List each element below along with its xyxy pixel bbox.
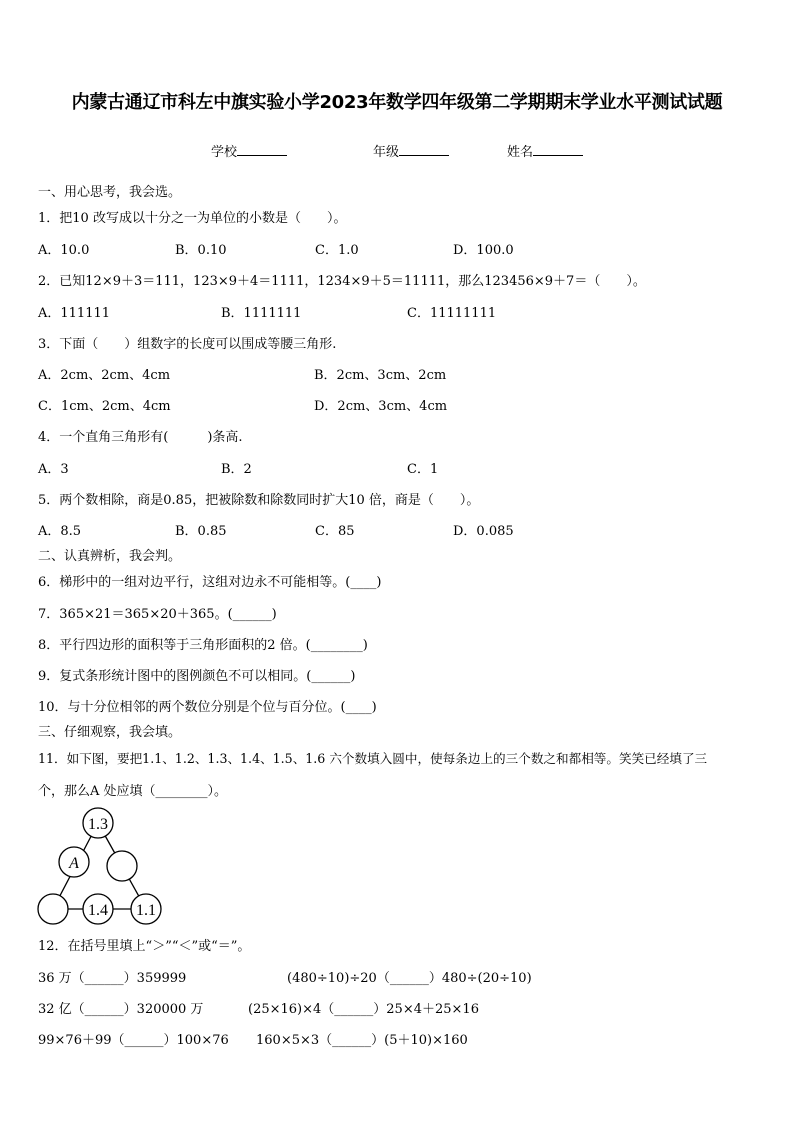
q5-option-d[interactable]: D．0.085 bbox=[453, 524, 514, 539]
question-3: 3．下面（ ）组数字的长度可以围成等腰三角形. bbox=[38, 337, 337, 352]
q2-option-b[interactable]: B．1111111 bbox=[221, 306, 302, 321]
circle-a-label: A bbox=[69, 855, 79, 872]
name-blank[interactable] bbox=[533, 143, 583, 156]
school-field bbox=[211, 141, 287, 160]
q3-option-d[interactable]: D．2cm、3cm、4cm bbox=[314, 399, 448, 414]
question-1: 1．把10 改写成以十分之一为单位的小数是（ ）。 bbox=[38, 211, 347, 226]
section-heading-1: 一、用心思考，我会选。 bbox=[38, 185, 182, 200]
q12-item-1: 36 万（______）359999 bbox=[38, 971, 187, 986]
question-5: 5．两个数相除，商是0.85，把被除数和除数同时扩大10 倍，商是（ ）。 bbox=[38, 493, 480, 508]
question-11-line2: 个，那么A 处应填（________）。 bbox=[38, 784, 228, 799]
question-4: 4．一个直角三角形有( )条高. bbox=[38, 430, 243, 445]
q12-item-4: (25×16)×4（______）25×4＋25×16 bbox=[248, 1002, 479, 1017]
name-label: 姓名 bbox=[507, 145, 534, 160]
triangle-circle-figure bbox=[36, 807, 166, 927]
q12-item-2: (480÷10)÷20（______）480÷(20÷10) bbox=[287, 971, 532, 986]
name-field bbox=[507, 141, 583, 160]
question-8: 8．平行四边形的面积等于三角形面积的2 倍。(________) bbox=[38, 638, 368, 653]
q12-item-6: 160×5×3（______）(5＋10)×160 bbox=[256, 1033, 468, 1048]
question-10: 10．与十分位相邻的两个数位分别是个位与百分位。(____) bbox=[38, 700, 377, 715]
circle-bottom-right-label: 1.1 bbox=[136, 902, 156, 919]
q5-option-b[interactable]: B．0.85 bbox=[175, 524, 227, 539]
q4-option-a[interactable]: A．3 bbox=[38, 462, 69, 477]
q5-option-c[interactable]: C．85 bbox=[315, 524, 355, 539]
q1-option-b[interactable]: B．0.10 bbox=[175, 243, 227, 258]
question-11-line1: 11．如下图，要把1.1、1.2、1.3、1.4、1.5、1.6 六个数填入圆中，使每条边上的三个数之和都相等。笑笑已经填了三 bbox=[38, 751, 708, 766]
q1-option-c[interactable]: C．1.0 bbox=[315, 243, 359, 258]
q3-option-c[interactable]: C．1cm、2cm、4cm bbox=[38, 399, 171, 414]
grade-field bbox=[373, 141, 449, 160]
section-heading-2: 二、认真辨析，我会判。 bbox=[38, 549, 182, 564]
q1-option-a[interactable]: A．10.0 bbox=[38, 243, 90, 258]
question-12: 12．在括号里填上“＞”“＜”或“＝”。 bbox=[38, 939, 251, 954]
page-title: 内蒙古通辽市科左中旗实验小学2023年数学四年级第二学期期末学业水平测试试题 bbox=[71, 92, 723, 113]
q3-option-a[interactable]: A．2cm、2cm、4cm bbox=[38, 368, 171, 383]
q5-option-a[interactable]: A．8.5 bbox=[38, 524, 82, 539]
circle-bottom-mid-label: 1.4 bbox=[88, 902, 108, 919]
school-label: 学校 bbox=[211, 145, 238, 160]
q12-item-3: 32 亿（______）320000 万 bbox=[38, 1002, 204, 1017]
grade-blank[interactable] bbox=[399, 143, 449, 156]
circle-top-label: 1.3 bbox=[88, 816, 108, 833]
school-blank[interactable] bbox=[237, 143, 287, 156]
q4-option-b[interactable]: B．2 bbox=[221, 462, 252, 477]
question-7: 7．365×21＝365×20＋365。(______) bbox=[38, 607, 277, 622]
question-9: 9．复式条形统计图中的图例颜色不可以相同。(______) bbox=[38, 669, 356, 684]
circle-bottom-left[interactable] bbox=[38, 894, 68, 924]
question-2: 2．已知12×9＋3＝111，123×9＋4＝1111，1234×9＋5＝11111，那么123456×9＋7＝（ ）。 bbox=[38, 274, 646, 289]
q12-item-5: 99×76＋99（______）100×76 bbox=[38, 1033, 229, 1048]
grade-label: 年级 bbox=[373, 145, 400, 160]
q1-option-d[interactable]: D．100.0 bbox=[453, 243, 514, 258]
circle-right-mid[interactable] bbox=[107, 851, 137, 881]
q2-option-c[interactable]: C．11111111 bbox=[407, 306, 497, 321]
q2-option-a[interactable]: A．111111 bbox=[38, 306, 111, 321]
question-6: 6．梯形中的一组对边平行，这组对边永不可能相等。(____) bbox=[38, 575, 382, 590]
q3-option-b[interactable]: B．2cm、3cm、2cm bbox=[314, 368, 447, 383]
q4-option-c[interactable]: C．1 bbox=[407, 462, 439, 477]
section-heading-3: 三、仔细观察，我会填。 bbox=[38, 725, 182, 740]
